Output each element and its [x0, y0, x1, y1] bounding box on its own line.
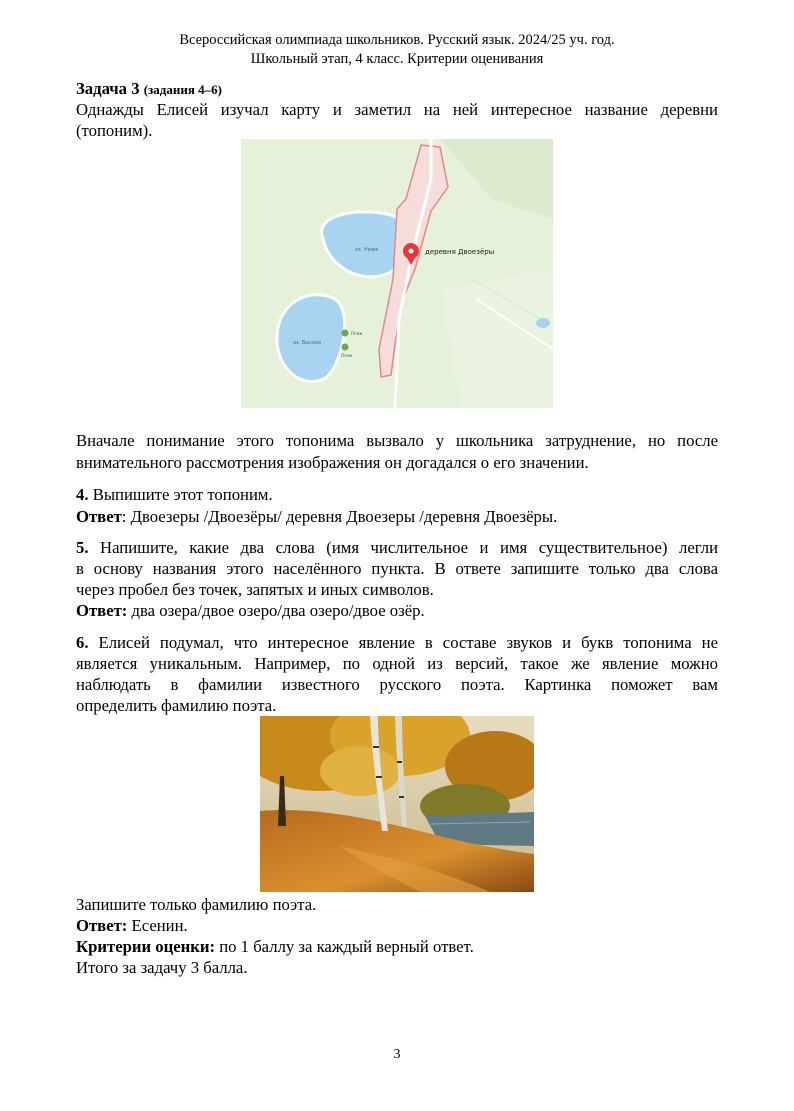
q5-number: 5. — [76, 538, 89, 557]
q6-line-4: определить фамилию поэта. — [76, 696, 277, 715]
village-map — [241, 139, 553, 408]
q4-answer-label: Ответ — [76, 507, 122, 526]
map-poi-2-icon — [342, 344, 349, 351]
header-line-2: Школьный этап, 4 класс. Критерии оценивания — [250, 51, 544, 67]
task-title — [76, 78, 718, 100]
q5-line-1 — [76, 537, 718, 558]
q5-line-3: через пробел без точек, запятых и иных символов. — [76, 580, 434, 599]
map-lake2-label: оз. Высоке — [293, 340, 322, 346]
q4-answer — [76, 506, 718, 527]
q6-line-1 — [76, 632, 718, 653]
q6-answer — [76, 915, 718, 936]
q5-answer — [76, 600, 718, 621]
paragraph1-line-2: внимательного рассмотрения изображения он догадался о его значении. — [76, 453, 589, 472]
map-lake1-label: оз. Ниже — [355, 247, 379, 253]
q4-text: Выпишите этот топоним. — [88, 485, 273, 504]
criteria-total: Итого за задачу 3 балла. — [76, 958, 248, 977]
q5-line-2: в основу названия этого населённого пункта. В ответе запишите только два слова — [76, 559, 718, 578]
q6-text-1: Елисей подумал, что интересное явление в составе звуков и букв топонима не — [88, 633, 718, 652]
paragraph1-line-1: Вначале понимание этого топонима вызвало у школьника затруднение, но после — [76, 431, 718, 450]
header-line-1: Всероссийская олимпиада школьников. Русский язык. 2024/25 уч. год. — [179, 32, 615, 48]
q5-answer-label: Ответ: — [76, 601, 128, 620]
q5-answer-text: два озера/двое озеро/два озеро/двое озёр. — [127, 601, 425, 620]
q4-number: 4. — [76, 485, 89, 504]
q5-text-1: Напишите, какие два слова (имя числительное и имя существительное) легли — [88, 538, 718, 557]
autumn-birch-photo — [260, 716, 534, 892]
q6-line-2: является уникальным. Например, по одной из версий, такое же явление можно — [76, 654, 718, 673]
q6-instruction: Запишите только фамилию поэта. — [76, 895, 317, 914]
task-intro-line-2: (топоним). — [76, 121, 153, 140]
q4-answer-text: : Двоезеры /Двоезёры/ деревня Двоезеры /деревня Двоезёры. — [121, 507, 558, 526]
q6-number: 6. — [76, 633, 89, 652]
map-poi-1-label: Пляж — [351, 331, 363, 336]
task-title-text: Задача 3 — [76, 79, 140, 98]
task-intro-line-1: Однажды Елисей изучал карту и заметил на ней интересное название деревни — [76, 100, 718, 119]
q6-answer-text: Есенин. — [127, 916, 188, 935]
q6-line-3: наблюдать в фамилии известного русского поэта. Картинка поможет вам — [76, 675, 718, 694]
criteria-line — [76, 936, 718, 957]
q6-answer-label: Ответ: — [76, 916, 128, 935]
map-poi-1-icon — [342, 330, 349, 337]
map-poi-2-label: Пляж — [341, 353, 353, 358]
task-subtitle: (задания 4–6) — [143, 82, 222, 97]
criteria-label: Критерии оценки: — [76, 937, 216, 956]
page-number: 3 — [393, 1047, 401, 1062]
q4-line — [76, 484, 718, 505]
criteria-text: по 1 баллу за каждый верный ответ. — [215, 937, 474, 956]
map-village-label: деревня Двоезёры — [425, 248, 495, 256]
